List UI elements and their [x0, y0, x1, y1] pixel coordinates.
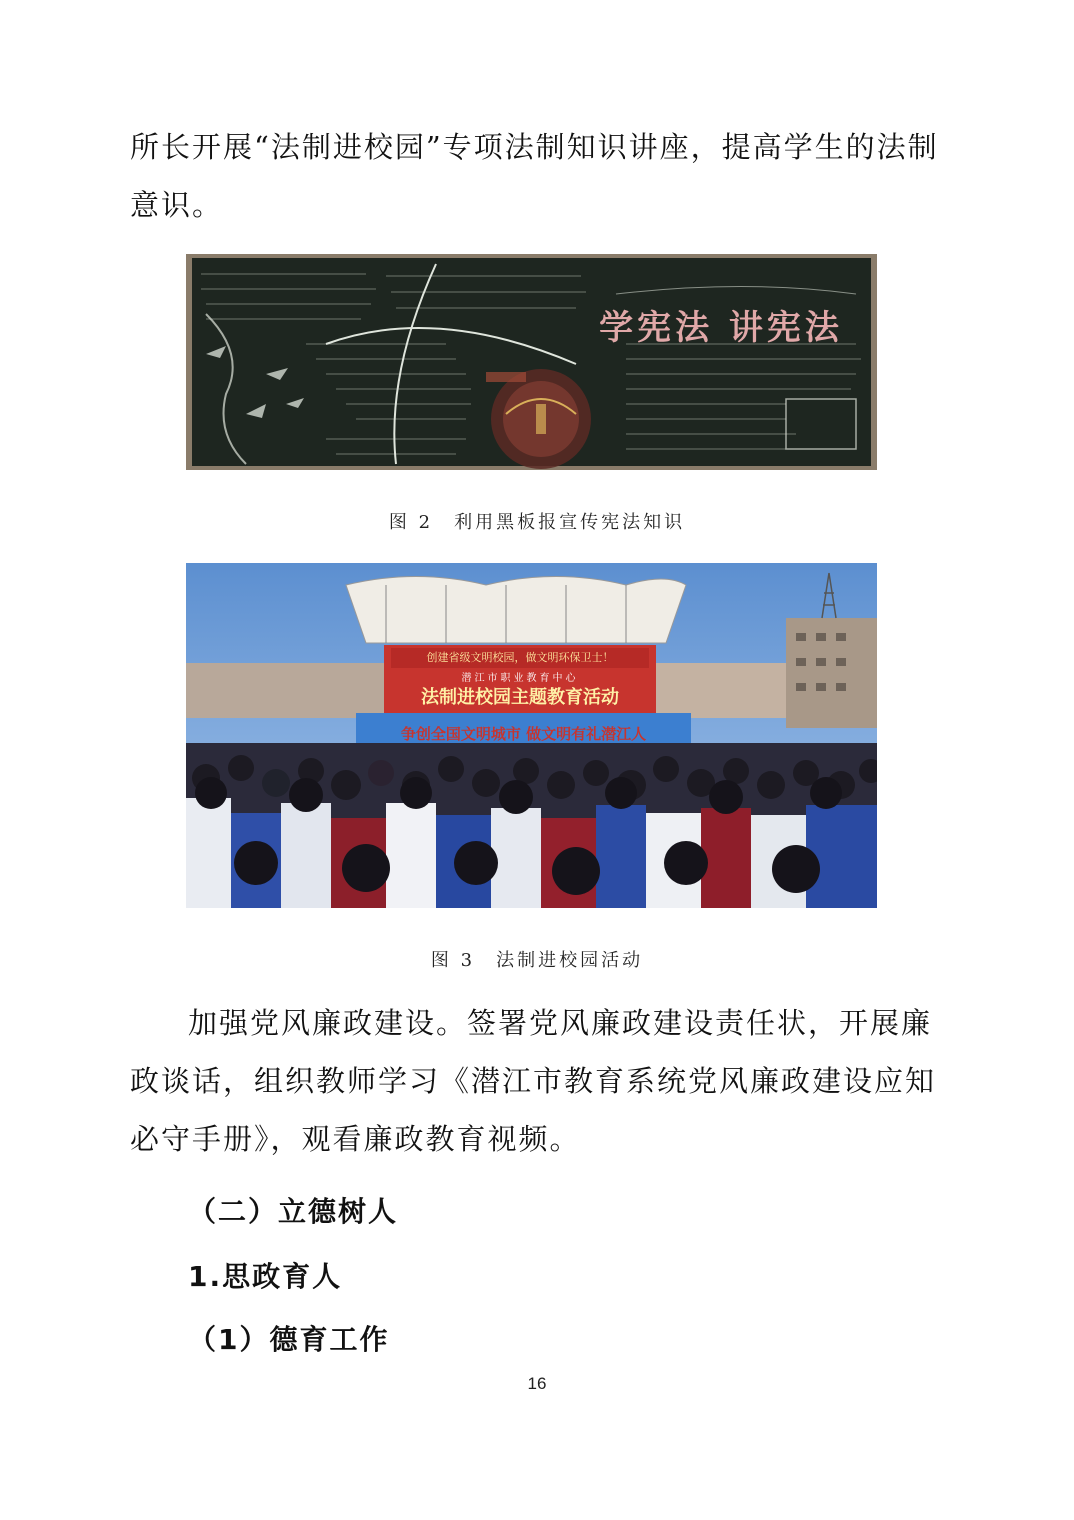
- figure-2-caption: 图 2 利用黑板报宣传宪法知识: [388, 512, 686, 533]
- assembly-photo: [186, 563, 877, 908]
- paragraph-anti-corruption: 加强党风廉政建设。签署党风廉政建设责任状，开展廉政谈话，组织教师学习《潜江市教育系统党风廉政建设应知必守手册》，观看廉政教育视频。: [130, 1006, 937, 1156]
- blackboard-title: 学宪法 讲宪法: [599, 308, 843, 348]
- section-heading: （二）立德树人: [188, 1195, 399, 1228]
- page-number: 16: [527, 1374, 547, 1393]
- blackboard-photo: [186, 254, 877, 470]
- paragraph-legal-lecture: 所长开展“法制进校园”专项法制知识讲座，提高学生的法制意识。: [130, 130, 939, 222]
- banner-main-text: 法制进校园主题教育活动: [421, 687, 619, 708]
- banner-org-text: 潜江市职业教育中心: [461, 673, 579, 684]
- sub-subsection-heading: （1）德育工作: [188, 1323, 390, 1356]
- subsection-heading: 1.思政育人: [188, 1260, 343, 1293]
- stage-banner-text: 争创全国文明城市 做文明有礼潜江人: [400, 725, 647, 743]
- banner-top-text: 创建省级文明校园，做文明环保卫士！: [426, 651, 614, 664]
- figure-3-caption: 图 3 法制进校园活动: [430, 950, 644, 971]
